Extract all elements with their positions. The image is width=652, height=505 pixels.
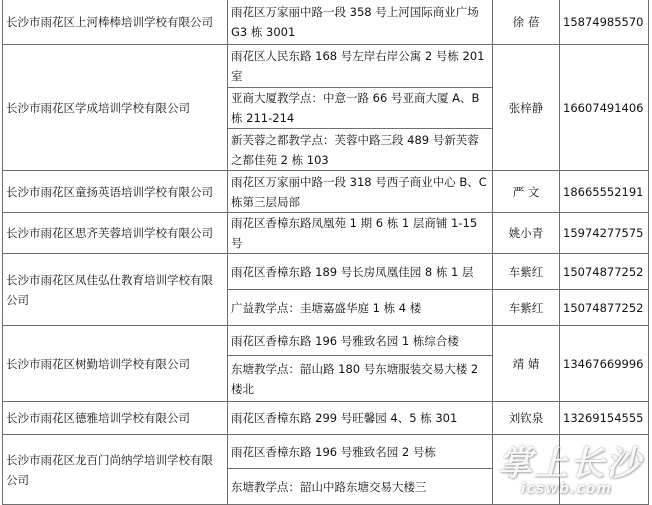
school-name: 长沙市雨花区学成培训学校有限公司	[3, 45, 228, 171]
address-cell: 雨花区万家丽中路一段 318 号西子商业中心 B、C 栋第三层局部	[228, 171, 493, 213]
address-cell: 雨花区香樟东路 196 号雅致名园 2 号栋	[228, 435, 493, 469]
phone-number: 13467669996	[560, 326, 649, 402]
table-row	[3, 254, 649, 290]
phone-number: 15874985570	[560, 0, 649, 45]
school-name: 长沙市雨花区龙百门尚纳学培训学校有限公司	[3, 435, 228, 505]
address-cell: 雨花区人民东路 168 号左岸右岸公寓 2 号栋 201 室	[228, 45, 493, 88]
table-row	[3, 45, 649, 88]
contact-person: 姚小青	[493, 213, 560, 254]
contact-person: 车紫红	[493, 290, 560, 326]
table-row	[3, 213, 649, 254]
address-cell: 东塘教学点：韶山路 180 号东塘服装交易大楼 2 楼北	[228, 356, 493, 402]
watermark-title: 掌上长沙	[498, 444, 642, 484]
contact-person: 靖 婧	[493, 326, 560, 402]
phone-number: 18665552191	[560, 171, 649, 213]
phone-number: 15074877252	[560, 254, 649, 290]
address-cell: 雨花区香樟东路 299 号旺馨园 4、5 栋 301	[228, 402, 493, 435]
contact-person: 张梓静	[493, 45, 560, 171]
school-name: 长沙市雨花区上河棒棒培训学校有限公司	[3, 0, 228, 45]
school-table	[2, 0, 649, 505]
watermark-url: icswb.com	[520, 481, 612, 497]
address-cell: 东塘教学点：韶山中路东塘交易大楼三	[228, 469, 493, 505]
school-name: 长沙市雨花区思齐芙蓉培训学校有限公司	[3, 213, 228, 254]
address-cell: 雨花区香樟东路 189 号长房凤凰佳园 8 栋 1 层	[228, 254, 493, 290]
address-cell: 广益教学点：圭塘嘉盛华庭 1 栋 4 楼	[228, 290, 493, 326]
address-cell: 雨花区香樟东路凤凰苑 1 期 6 栋 1 层商铺 1-15 号	[228, 213, 493, 254]
table-row	[3, 0, 649, 45]
contact-person: 徐 蓓	[493, 0, 560, 45]
watermark-logo	[498, 446, 642, 496]
school-name: 长沙市雨花区童扬英语培训学校有限公司	[3, 171, 228, 213]
table-row	[3, 326, 649, 356]
address-cell: 亚商大厦教学点：中意一路 66 号亚商大厦 A、B 栋 211-214	[228, 88, 493, 129]
phone-number: 13269154555	[560, 402, 649, 435]
phone-number: 15974277575	[560, 213, 649, 254]
contact-person: 车紫红	[493, 254, 560, 290]
address-cell: 新芙蓉之都教学点：芙蓉中路三段 489 号新芙蓉之都佳苑 2 栋 103	[228, 129, 493, 171]
table-row	[3, 171, 649, 213]
contact-person: 刘钦泉	[493, 402, 560, 435]
contact-person: 严 文	[493, 171, 560, 213]
phone-number: 15074877252	[560, 290, 649, 326]
school-name: 长沙市雨花区凤佳弘仕教育培训学校有限公司	[3, 254, 228, 326]
school-name: 长沙市雨花区德雅培训学校有限公司	[3, 402, 228, 435]
table-row	[3, 402, 649, 435]
address-cell: 雨花区万家丽中路一段 358 号上河国际商业广场 G3 栋 3001	[228, 0, 493, 45]
address-cell: 雨花区香樟东路 196 号雅致名园 1 栋综合楼	[228, 326, 493, 356]
school-name: 长沙市雨花区树勤培训学校有限公司	[3, 326, 228, 402]
phone-number: 16607491406	[560, 45, 649, 171]
